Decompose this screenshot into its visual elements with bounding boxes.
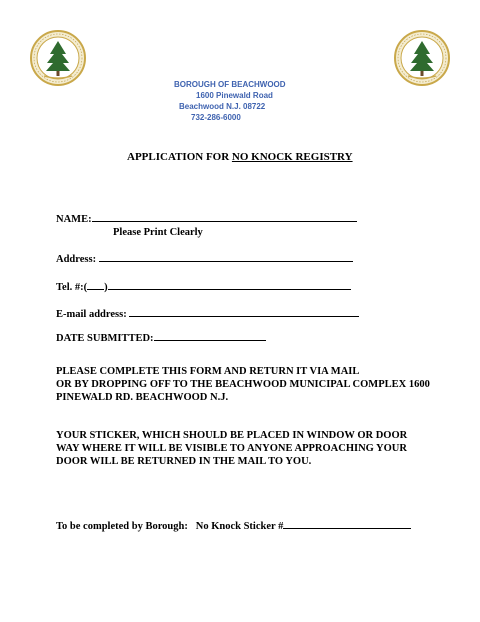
sticker-instructions xyxy=(56,429,407,468)
borough-label: To be completed by Borough: xyxy=(56,521,188,532)
name-label: NAME: xyxy=(56,214,92,225)
org-name: BOROUGH OF BEACHWOOD xyxy=(174,80,286,89)
email-row xyxy=(56,306,359,320)
date-label: DATE SUBMITTED: xyxy=(56,333,154,344)
phone-close-paren: ) xyxy=(104,282,108,293)
date-field[interactable] xyxy=(154,330,266,341)
email-field[interactable] xyxy=(129,306,359,317)
name-hint: Please Print Clearly xyxy=(113,227,203,238)
sticker-line-1: YOUR STICKER, WHICH SHOULD BE PLACED IN WINDOW OR DOOR xyxy=(56,430,408,441)
return-line-2: OR BY DROPPING OFF TO THE BEACHWOOD MUNICIPAL COMPLEX 1600 xyxy=(56,379,430,390)
sticker-number-field[interactable] xyxy=(283,518,411,529)
sticker-line-3: DOOR WILL BE RETURNED IN THE MAIL TO YOU. xyxy=(56,456,312,467)
return-line-3: PINEWALD RD. BEACHWOOD N.J. xyxy=(56,392,229,403)
address-line-1: 1600 Pinewald Road xyxy=(196,91,273,100)
area-code-field[interactable] xyxy=(87,279,104,290)
address-field[interactable] xyxy=(99,251,353,262)
address-label: Address: xyxy=(56,254,97,265)
address-line-2: Beachwood N.J. 08722 xyxy=(179,102,266,111)
date-row xyxy=(56,330,266,344)
return-instructions xyxy=(56,365,430,404)
name-row xyxy=(56,211,357,225)
borough-seal-right-icon xyxy=(394,30,450,86)
address-row xyxy=(56,251,353,265)
borough-section xyxy=(56,518,411,532)
letterhead xyxy=(158,79,298,123)
title-registry: NO KNOCK REGISTRY xyxy=(231,151,353,163)
name-field[interactable] xyxy=(92,211,357,222)
sticker-number-label: No Knock Sticker # xyxy=(195,521,284,532)
email-label: E-mail address: xyxy=(56,309,127,320)
page-title xyxy=(127,151,353,163)
phone-number: 732-286-6000 xyxy=(191,113,241,122)
phone-field[interactable] xyxy=(108,279,351,290)
phone-label: Tel. #:( xyxy=(56,282,88,293)
sticker-line-2: WAY WHERE IT WILL BE VISIBLE TO ANYONE APPROACHING YOUR xyxy=(56,443,407,454)
borough-seal-left-icon xyxy=(30,30,86,86)
phone-row xyxy=(56,279,351,293)
return-line-1: PLEASE COMPLETE THIS FORM AND RETURN IT VIA MAIL xyxy=(56,366,360,377)
title-prefix: APPLICATION FOR xyxy=(127,151,232,163)
